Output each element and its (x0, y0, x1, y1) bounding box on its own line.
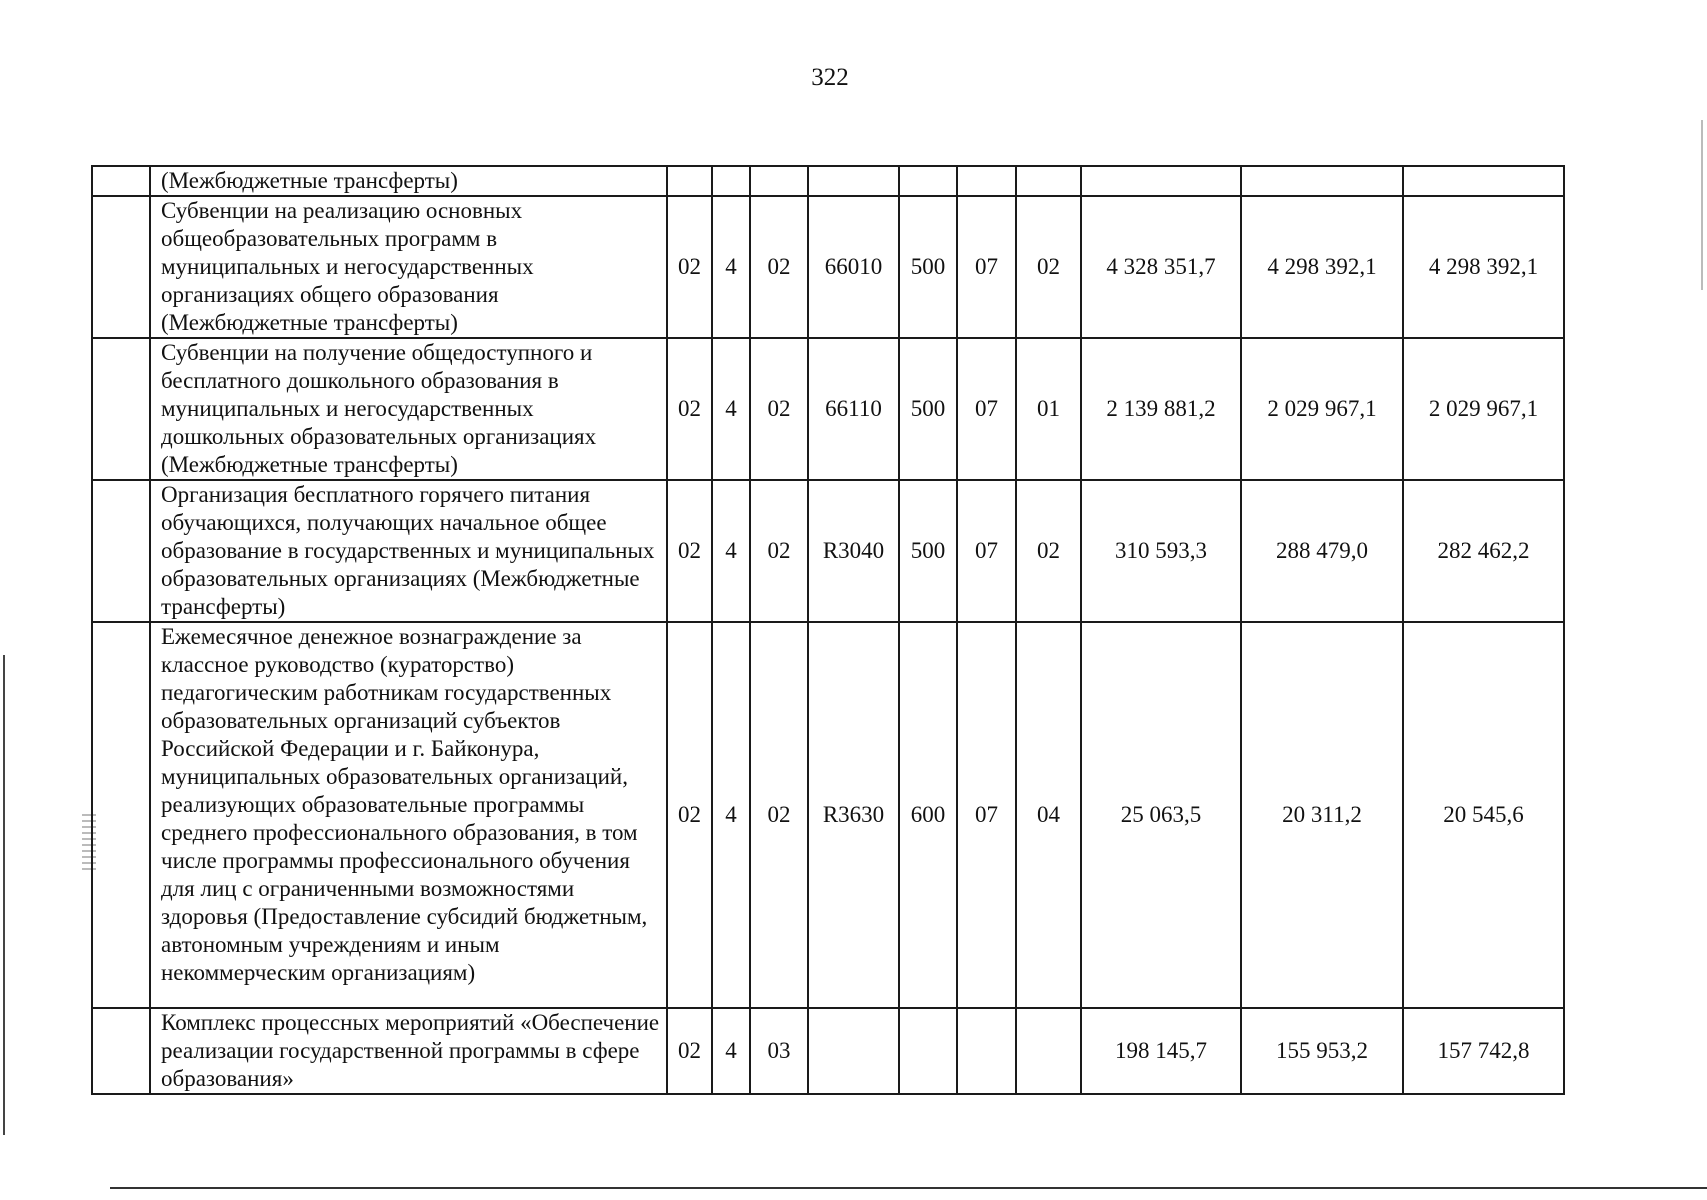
table-row (92, 480, 1564, 622)
amount-cell: 2 029 967,1 (1403, 338, 1564, 480)
code-cell: R3630 (808, 622, 899, 1008)
code-cell: 4 (712, 338, 750, 480)
amount-cell: 2 029 967,1 (1241, 338, 1403, 480)
amount-cell: 288 479,0 (1241, 480, 1403, 622)
amount-cell: 20 311,2 (1241, 622, 1403, 1008)
row-number-cell (92, 166, 150, 196)
scan-edge-left (3, 655, 5, 1135)
item-name-cell: Комплекс процессных мероприятий «Обеспечение реализации государственной программы в сфере образования» (150, 1008, 667, 1094)
code-cell (712, 166, 750, 196)
code-cell (957, 1008, 1016, 1094)
code-cell: 04 (1016, 622, 1081, 1008)
amount-cell: 282 462,2 (1403, 480, 1564, 622)
code-cell: 07 (957, 338, 1016, 480)
code-cell: 02 (667, 480, 712, 622)
code-cell: R3040 (808, 480, 899, 622)
table-row (92, 166, 1564, 196)
row-number-cell (92, 622, 150, 1008)
item-name-cell: (Межбюджетные трансферты) (150, 166, 667, 196)
amount-cell: 25 063,5 (1081, 622, 1241, 1008)
page-number: 322 (811, 64, 849, 91)
amount-cell: 198 145,7 (1081, 1008, 1241, 1094)
code-cell: 02 (667, 1008, 712, 1094)
code-cell: 07 (957, 480, 1016, 622)
code-cell: 500 (899, 480, 957, 622)
code-cell (750, 166, 808, 196)
code-cell: 02 (1016, 196, 1081, 338)
code-cell: 500 (899, 338, 957, 480)
row-number-cell (92, 196, 150, 338)
row-number-cell (92, 338, 150, 480)
code-cell: 02 (667, 196, 712, 338)
amount-cell (1081, 166, 1241, 196)
code-cell (667, 166, 712, 196)
code-cell: 02 (750, 196, 808, 338)
code-cell: 01 (1016, 338, 1081, 480)
code-cell: 02 (750, 480, 808, 622)
code-cell (899, 166, 957, 196)
row-number-cell (92, 480, 150, 622)
code-cell: 600 (899, 622, 957, 1008)
code-cell (957, 166, 1016, 196)
code-cell: 500 (899, 196, 957, 338)
code-cell: 4 (712, 622, 750, 1008)
code-cell (808, 166, 899, 196)
amount-cell: 157 742,8 (1403, 1008, 1564, 1094)
code-cell (1016, 1008, 1081, 1094)
scan-edge-right (1701, 120, 1703, 290)
item-name-cell: Ежемесячное денежное вознаграждение за классное руководство (кураторство) педагогическим работникам государственных образовательных организаций субъектов Российской Федерации и г. Байконура, муниципальных образовательных организаций, реализующих образовательные программы среднего профессионального образования, в том числе программы профессионального обучения для лиц с ограниченными возможностями здоровья (Предоставление субсидий бюджетным, автономным учреждениям и иным некоммерческим организациям) (150, 622, 667, 1008)
item-name-cell: Субвенции на получение общедоступного и бесплатного дошкольного образования в муниципальных и негосударственных дошкольных образовательных организациях (Межбюджетные трансферты) (150, 338, 667, 480)
code-cell: 02 (667, 622, 712, 1008)
table-row (92, 338, 1564, 480)
amount-cell: 2 139 881,2 (1081, 338, 1241, 480)
budget-table (91, 165, 1565, 1095)
amount-cell: 310 593,3 (1081, 480, 1241, 622)
amount-cell: 4 298 392,1 (1403, 196, 1564, 338)
table-row (92, 1008, 1564, 1094)
code-cell: 02 (1016, 480, 1081, 622)
amount-cell: 4 298 392,1 (1241, 196, 1403, 338)
amount-cell (1241, 166, 1403, 196)
code-cell: 02 (750, 622, 808, 1008)
code-cell: 03 (750, 1008, 808, 1094)
table-row (92, 622, 1564, 1008)
code-cell: 66010 (808, 196, 899, 338)
amount-cell: 155 953,2 (1241, 1008, 1403, 1094)
code-cell: 66110 (808, 338, 899, 480)
code-cell (899, 1008, 957, 1094)
code-cell: 4 (712, 480, 750, 622)
amount-cell: 20 545,6 (1403, 622, 1564, 1008)
item-name-cell: Организация бесплатного горячего питания обучающихся, получающих начальное общее образование в государственных и муниципальных образовательных организациях (Межбюджетные трансферты) (150, 480, 667, 622)
code-cell: 02 (667, 338, 712, 480)
code-cell: 4 (712, 196, 750, 338)
code-cell: 07 (957, 196, 1016, 338)
code-cell: 4 (712, 1008, 750, 1094)
amount-cell (1403, 166, 1564, 196)
code-cell: 02 (750, 338, 808, 480)
table-row (92, 196, 1564, 338)
scan-edge-bottom (110, 1187, 1707, 1189)
code-cell: 07 (957, 622, 1016, 1008)
code-cell (1016, 166, 1081, 196)
amount-cell: 4 328 351,7 (1081, 196, 1241, 338)
item-name-cell: Субвенции на реализацию основных общеобразовательных программ в муниципальных и негосударственных организациях общего образования (Межбюджетные трансферты) (150, 196, 667, 338)
row-number-cell (92, 1008, 150, 1094)
code-cell (808, 1008, 899, 1094)
